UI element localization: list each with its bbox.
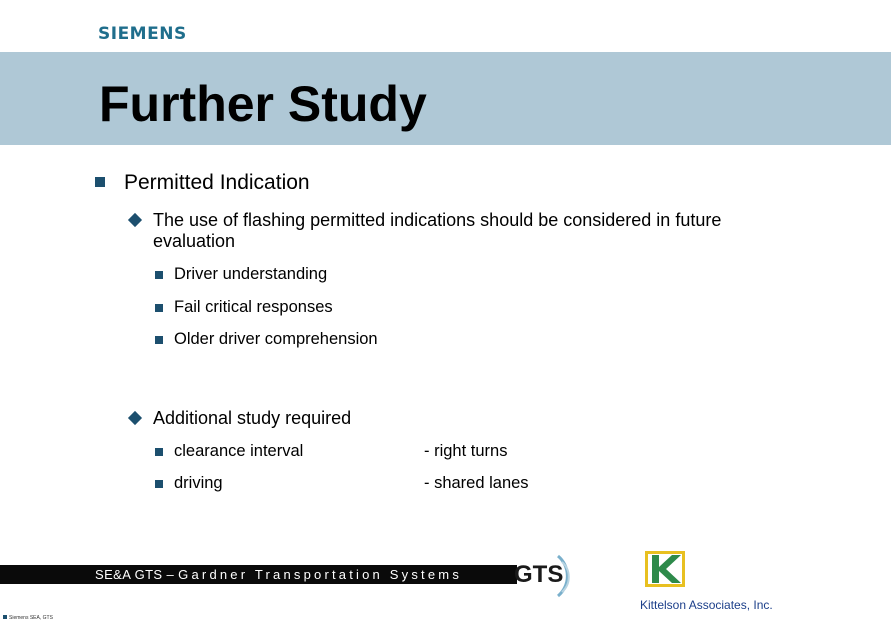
square-bullet-icon	[155, 271, 163, 279]
footer-prefix: SE&A GTS –	[95, 567, 175, 582]
square-bullet-icon	[155, 480, 163, 488]
kittelson-logo	[645, 551, 685, 587]
gts-logo-text: GTS	[514, 561, 564, 588]
slide-title: Further Study	[99, 76, 427, 132]
list-item-clearance-interval: clearance interval	[174, 442, 304, 460]
list-item-right-turns: - right turns	[424, 442, 508, 460]
footer-company-text	[95, 567, 462, 582]
list-item-driving: driving	[174, 474, 223, 492]
square-bullet-icon	[155, 448, 163, 456]
sub-bullet-flashing-line1: The use of flashing permitted indications should be considered in future	[153, 210, 722, 230]
siemens-logo: SIEMENS	[98, 24, 187, 44]
list-item-driver-understanding: Driver understanding	[174, 265, 328, 283]
diamond-bullet-icon	[128, 411, 142, 425]
diamond-bullet-icon	[128, 213, 142, 227]
list-item-fail-critical: Fail critical responses	[174, 298, 333, 316]
copyright-text	[3, 615, 53, 621]
square-bullet-icon	[155, 304, 163, 312]
gts-logo	[512, 552, 588, 600]
footer-company-name: Gardner Transportation Systems	[178, 567, 463, 582]
square-bullet-icon	[95, 177, 105, 187]
kittelson-name: Kittelson Associates, Inc.	[640, 598, 773, 612]
list-item-older-driver: Older driver comprehension	[174, 330, 378, 348]
square-bullet-icon	[155, 336, 163, 344]
copyright-label: Siemens SEA, GTS	[9, 615, 53, 621]
bullet-permitted-indication: Permitted Indication	[124, 171, 310, 194]
sub-bullet-additional-study: Additional study required	[153, 408, 352, 428]
copyright-bullet-icon	[3, 615, 7, 619]
sub-bullet-flashing-line2: evaluation	[153, 231, 236, 251]
list-item-shared-lanes: - shared lanes	[424, 474, 529, 492]
